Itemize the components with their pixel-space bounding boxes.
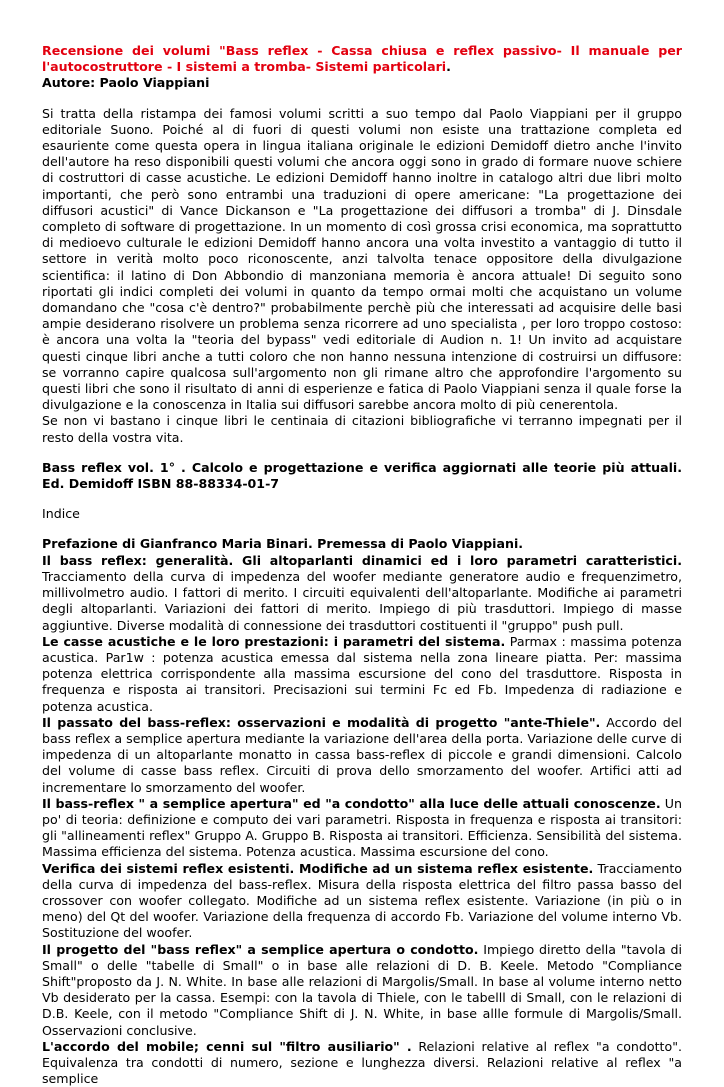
toc-section — [42, 796, 682, 861]
toc-section — [42, 634, 682, 715]
author-line: Autore: Paolo Viappiani — [42, 75, 210, 91]
toc-section-body: Accordo del bass reflex a semplice apertura mediante la variazione dell'area della porta. Variazione delle curve di impedenza di un altoparlante monatto in cassa bass-reflex di piccole e grandi dimensioni. Calcolo del volume di casse bass reflex. Circuiti di prova dello smorzamento del woofer. Artifici atti ad incrementare lo smorzamento del woofer. — [42, 714, 682, 795]
toc-section-body: Impiego diretto della "tavola di Small" o delle "tabelle di Small" o in base alle relazioni di D. B. Keele. Metodo "Compliance Shift"proposto da J. N. White. In base alle relazioni di Margolis/Small. In base al volume interno netto Vb desiderato per la cassa. Esempi: con la tavola di Thiele, con le tabelll di Small, con le relazioni di D.B. Keele, con il metodo "Compliance Shift di J. N. White, in base allle formule di Margolis/Small. Osservazioni conclusive. — [42, 941, 683, 1038]
toc-section-heading: Verifica dei sistemi reflex esistenti. Modifiche ad un sistema reflex esistente. — [42, 860, 594, 876]
toc-section — [42, 861, 682, 942]
toc-section — [42, 715, 682, 796]
toc-section-heading: Il progetto del "bass reflex" a semplice apertura o condotto. — [42, 941, 479, 957]
toc-section-heading: Il bass-reflex " a semplice apertura" ed "a condotto" alla luce delle attuali conoscenze. — [42, 795, 661, 811]
volume-heading: Bass reflex vol. 1° . Calcolo e progettazione e verifica aggiornati alle teorie più attuali. Ed. Demidoff ISBN 88-88334-01-7 — [42, 459, 682, 492]
index-label: Indice — [42, 506, 80, 522]
toc-section — [42, 942, 682, 1039]
toc-section-heading: Il bass reflex: generalità. Gli altoparlanti dinamici ed i loro parametri caratteristici. — [42, 552, 682, 568]
toc-section-body: Relazioni relative al reflex "a condotto". Equivalenza tra condotti di numero, sezione e lunghezza diversi. Relazioni relative al reflex "a semplice — [42, 1038, 682, 1087]
toc-section-body: Un po' di teoria: definizione e computo dei vari parametri. Risposta in frequenza e risposta ai transitori: gli "allineamenti reflex" Gruppo A. Gruppo B. Risposta ai transitori. Efficienza. Sensibilità del sistema. Massima efficienza del sistema. Potenza acustica. Massima escursione del cono. — [42, 795, 682, 860]
toc-section-heading: Il passato del bass-reflex: osservazioni e modalità di progetto "ante-Thiele". — [42, 714, 601, 730]
toc-section — [42, 1039, 682, 1087]
toc-section-body: Tracciamento della curva di impedenza del bass-reflex. Misura della risposta elettrica del filtro passa basso del crossover con woofer collegato. Modifiche ad un sistema reflex esistente. Variazione (in più o in meno) del Qt del woofer. Variazione della frequenza di accordo Fb. Variazione del volume interno Vb. Sostituzione del woofer. — [42, 860, 682, 941]
preface-line: Prefazione di Gianfranco Maria Binari. Premessa di Paolo Viappiani. — [42, 536, 524, 552]
toc-section-heading: Le casse acustiche e le loro prestazioni: i parametri del sistema. — [42, 633, 506, 649]
intro-closing-paragraph: Se non vi bastano i cinque libri le centinaia di citazioni bibliografiche vi terranno impegnati per il resto della vostra vita. — [42, 413, 682, 445]
toc-section-body: Tracciamento della curva di impedenza del woofer mediante generatore audio e frequenzimetro, millivolmetro audio. I fattori di merito. I circuiti equivalenti dell'altoparlante. Modifiche ai parametri degli altoparlanti. Variazioni dei fattori di merito. Impiego di più trasduttori. Impiego di masse aggiuntive. Diverse modalità di connessione dei trasduttori costituenti il "gruppo" push pull. — [42, 568, 682, 633]
toc-section-body: Parmax : massima potenza acustica. Par1w : potenza acustica emessa dal sistema nella zona lineare piatta. Per: massima potenza elettrica corrispondente alla massima escursione del cono del trasduttore. Risposta in frequenza e risposta ai transitori. Precisazioni sui termini Fc ed Fb. Impedenza di radiazione e potenza acustica. — [42, 633, 683, 714]
toc-section-heading: L'accordo del mobile; cenni sul "filtro ausiliario" . — [42, 1038, 412, 1054]
toc-section — [42, 553, 682, 634]
review-title: Recensione dei volumi "Bass reflex - Cassa chiusa e reflex passivo- Il manuale per l'autocostruttore - I sistemi a tromba- Sistemi particolari. — [42, 43, 682, 75]
intro-paragraph: Si tratta della ristampa dei famosi volumi scritti a suo tempo dal Paolo Viappiani per il gruppo editoriale Suono. Poiché al di fuori di questi volumi non esiste una trattazione completa ed esauriente come questa opera in lingua italiana originale le edizioni Demidoff dietro anche l'invito dell'autore ha reso disponibili questi volumi che ancora oggi sono in grado di formare nuove schiere di costruttori di casse acustiche. Le edizioni Demidoff hanno inoltre in catalogo altri due libri molto importanti, che però sono entrambi una traduzioni di opere americane: "La progettazione dei diffusori acustici" di Vance Dickanson e "La progettazione dei diffusori a tromba" di J. Dinsdale completo di software di progettazione. In un momento di così grossa crisi economica, ma soprattutto di medioevo culturale le edizioni Demidoff hanno ancora una volta investito a vantaggio di tutto il settore in verità molto poco riconoscente, anzi talvolta tenace oppositore della divulgazione scientifica: il latino di Don Abbondio di manzoniana memoria è ancora attuale! Di seguito sono riportati gli indici completi dei volumi in quanto da tempo ormai molti che acquistano un volume domandano che "cosa c'è dentro?" probabilmente perchè più che interessati ad acquisire delle basi ampie desiderano risolvere un problema senza ricorrere ad uno specialista , per loro troppo costoso: è ancora una volta la "teoria del bypass" vedi editoriale di Audion n. 1! Un invito ad acquistare questi cinque libri anche a tutti coloro che non hanno nessuna intenzione di costruirsi un diffusore: se vorranno capire qualcosa sull'argomento non gli rimane altro che approfondire l'argomento su questi libri che sono il risultato di anni di esperienze e fatica di Paolo Viappiani senza il quale forse la divulgazione e la conoscenza in Italia sui diffusori sarebbe ancora molto di più cenerentola. — [42, 105, 682, 413]
